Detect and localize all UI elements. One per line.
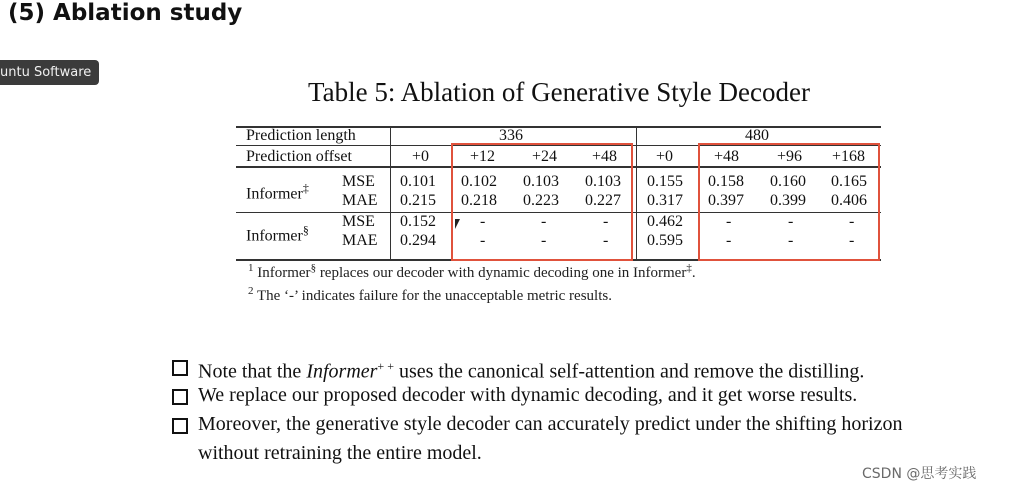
value-cell: 0.397 — [708, 192, 744, 209]
value-cell: 0.155 — [647, 173, 683, 190]
header-length-336: 336 — [499, 127, 523, 144]
value-cell: 0.103 — [585, 173, 621, 190]
offset-cell: +168 — [832, 148, 866, 165]
square-bullet-icon — [172, 360, 188, 376]
offset-cell: +0 — [412, 148, 430, 165]
value-cell: 0.103 — [523, 173, 559, 190]
value-cell: 0.101 — [400, 173, 436, 190]
offset-cell: +48 — [714, 148, 740, 165]
value-cell: 0.227 — [585, 192, 621, 209]
value-cell: 0.218 — [461, 192, 497, 209]
tooltip: untu Software — [0, 60, 99, 85]
value-cell: 0.406 — [831, 192, 867, 209]
highlight-box-480 — [698, 143, 880, 261]
header-length-480: 480 — [745, 127, 769, 144]
section-heading: (5) Ablation study — [8, 0, 243, 26]
value-cell: 0.462 — [647, 213, 683, 230]
value-cell: 0.165 — [831, 173, 867, 190]
value-cell: - — [788, 232, 794, 249]
value-cell: 0.317 — [647, 192, 683, 209]
value-cell: 0.294 — [400, 232, 436, 249]
model-name: Informer§ — [246, 223, 309, 245]
value-cell: - — [788, 213, 794, 230]
value-cell: - — [541, 232, 547, 249]
value-cell: - — [849, 213, 855, 230]
value-cell: - — [603, 213, 609, 230]
value-cell: 0.223 — [523, 192, 559, 209]
value-cell: 0.215 — [400, 192, 436, 209]
offset-cell: +96 — [777, 148, 803, 165]
model-name: Informer‡ — [246, 181, 309, 203]
footnote-1: $^1$ Informer§ replaces our decoder with dynamic decoding one in Informer‡. — [248, 262, 696, 281]
value-cell: - — [541, 213, 547, 230]
footnote-2: $^2$ The ‘-’ indicates failure for the unacceptable metric results. — [248, 285, 612, 304]
value-cell: - — [480, 213, 486, 230]
square-bullet-icon — [172, 389, 188, 405]
table-title: Table 5: Ablation of Generative Style Decoder — [308, 77, 810, 107]
value-cell: 0.595 — [647, 232, 683, 249]
highlight-box-336 — [451, 143, 633, 261]
header-prediction-length: Prediction length — [246, 127, 356, 144]
value-cell: 0.399 — [770, 192, 806, 209]
value-cell: 0.152 — [400, 213, 436, 230]
value-cell: - — [726, 232, 732, 249]
metric-label: MSE — [342, 173, 375, 190]
watermark: CSDN @思考实践 — [862, 466, 977, 482]
mouse-cursor-icon — [455, 219, 460, 229]
table-col-rule — [390, 126, 391, 261]
value-cell: - — [480, 232, 486, 249]
value-cell: 0.102 — [461, 173, 497, 190]
square-bullet-icon — [172, 418, 188, 434]
value-cell: - — [849, 232, 855, 249]
offset-cell: +48 — [592, 148, 618, 165]
table-col-rule — [636, 126, 637, 261]
metric-label: MSE — [342, 213, 375, 230]
metric-label: MAE — [342, 192, 378, 209]
value-cell: 0.158 — [708, 173, 744, 190]
value-cell: - — [726, 213, 732, 230]
metric-label: MAE — [342, 232, 378, 249]
offset-cell: +0 — [656, 148, 674, 165]
value-cell: 0.160 — [770, 173, 806, 190]
header-prediction-offset: Prediction offset — [246, 148, 352, 165]
offset-cell: +24 — [532, 148, 558, 165]
value-cell: - — [603, 232, 609, 249]
offset-cell: +12 — [470, 148, 496, 165]
